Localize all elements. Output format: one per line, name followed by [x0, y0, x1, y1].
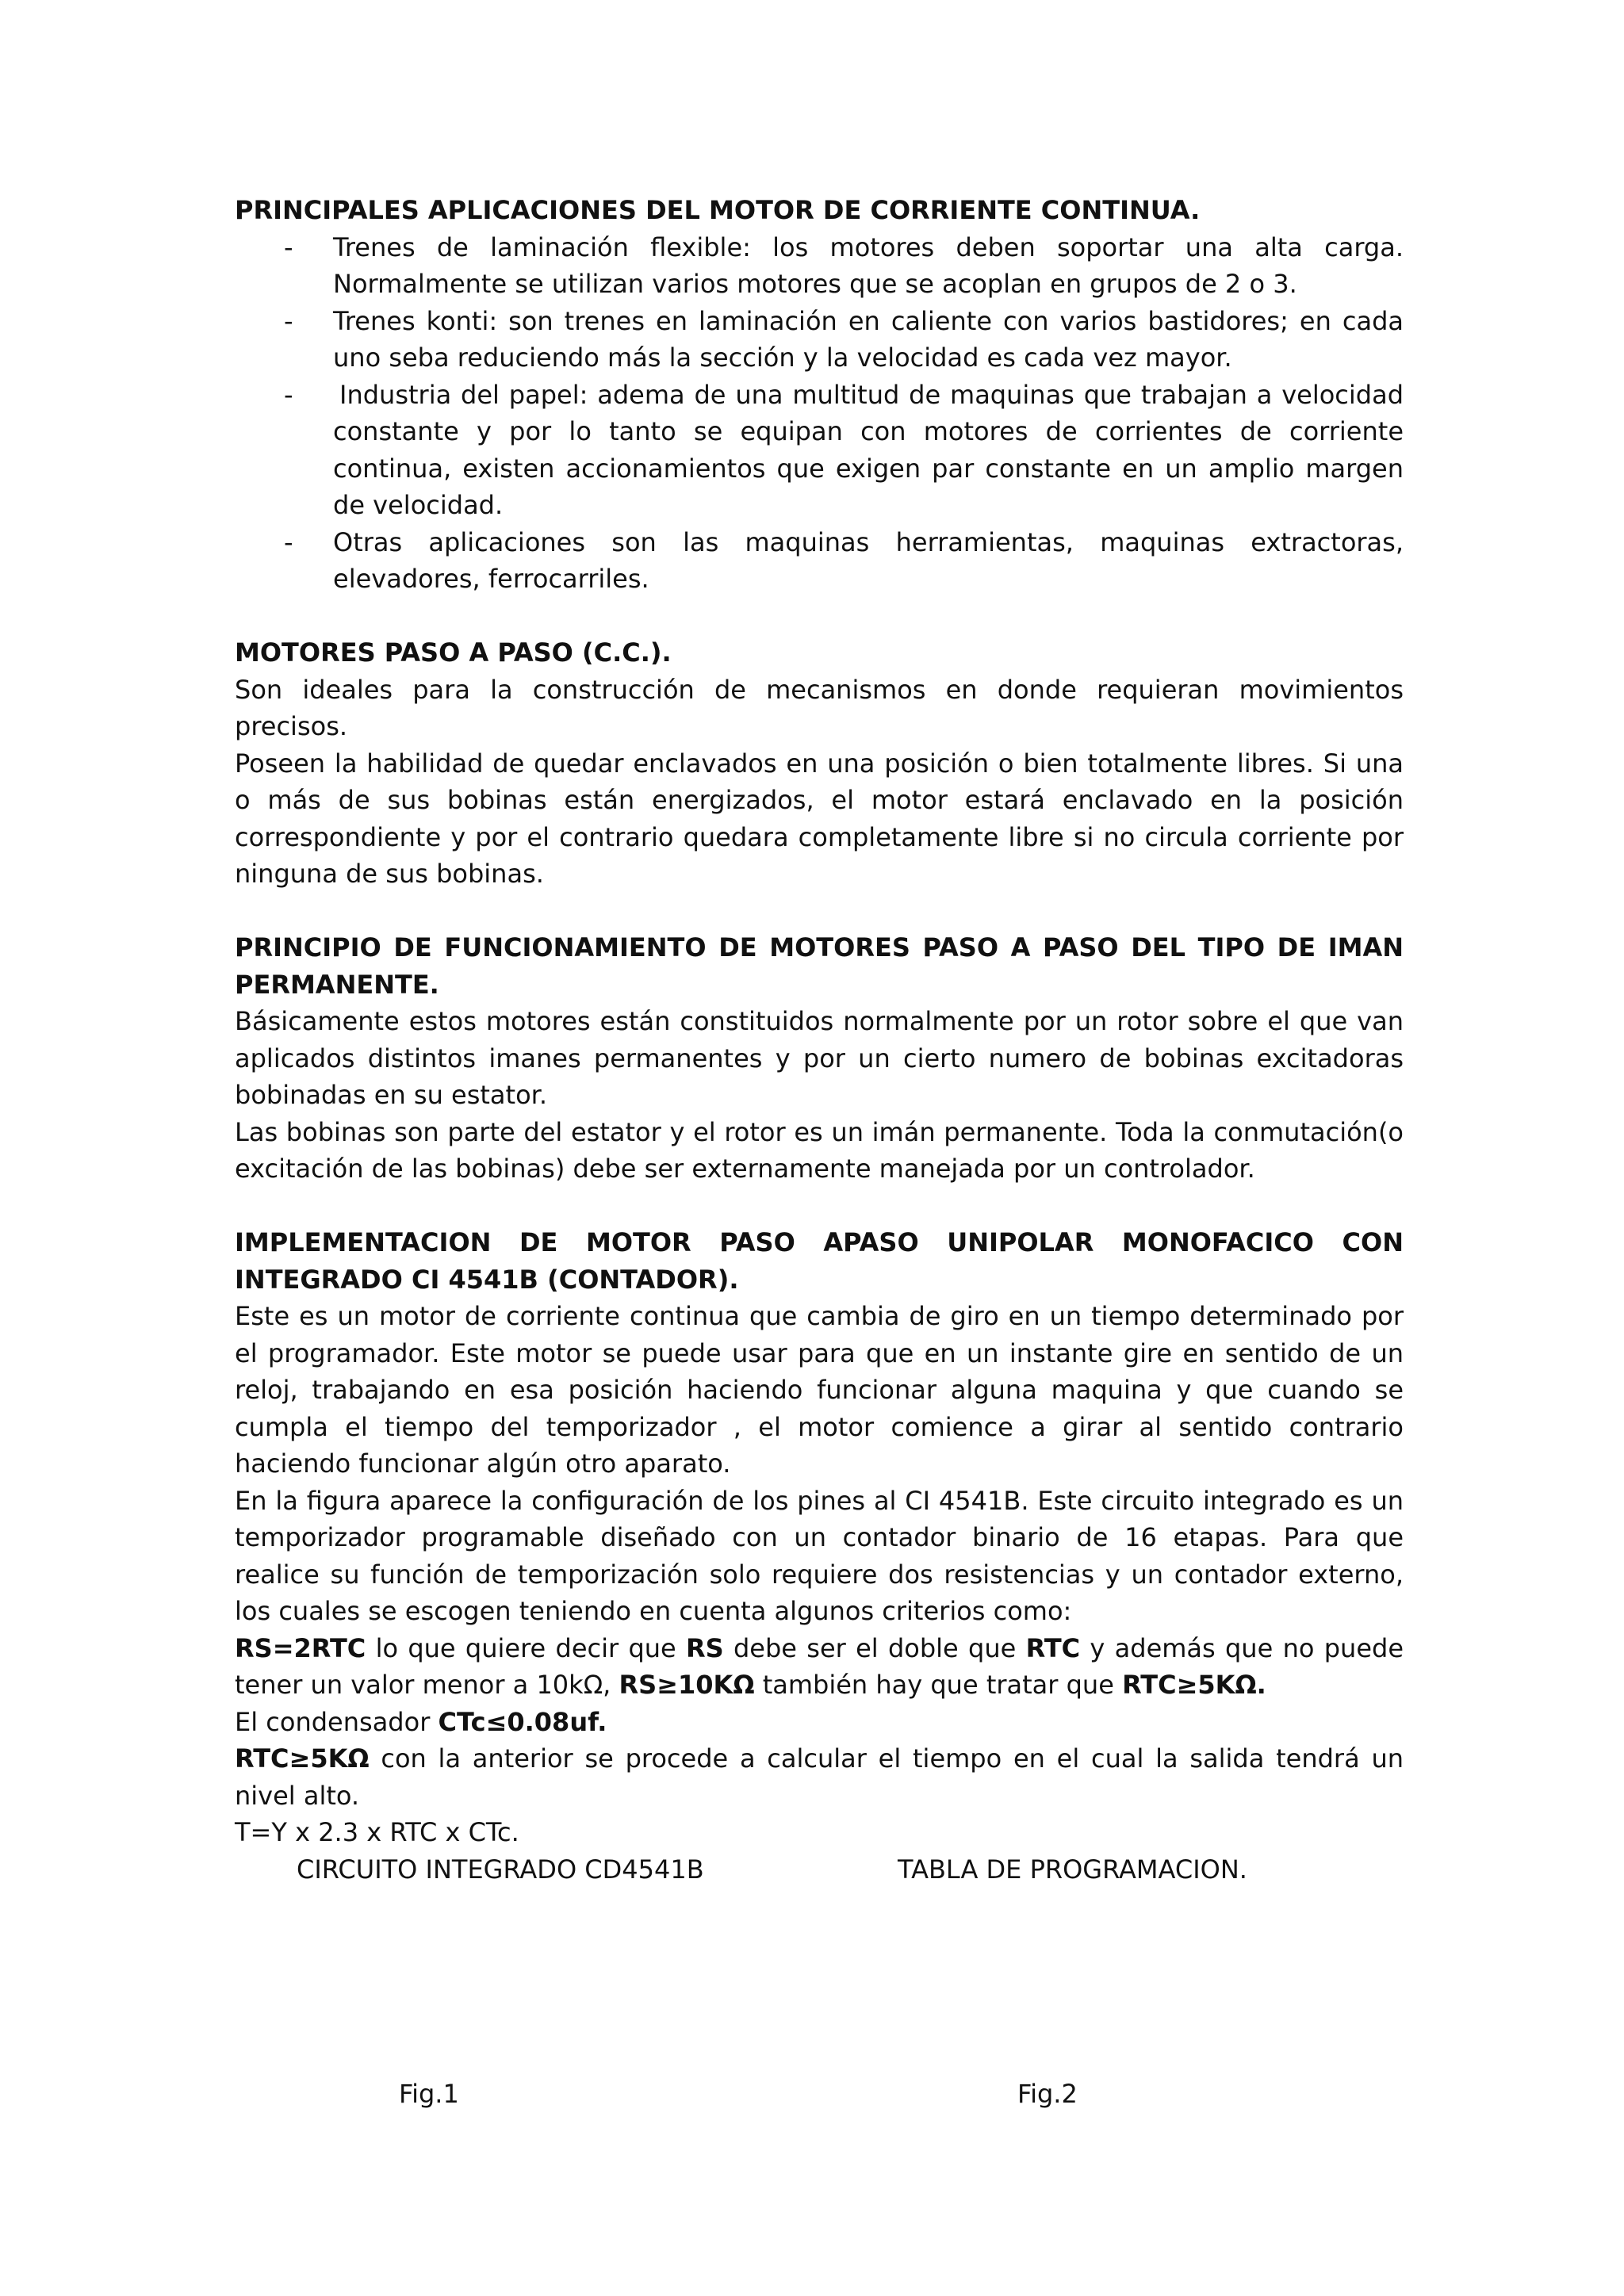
bold-term: RTC≥5KΩ.	[1122, 1670, 1266, 1700]
paragraph: Poseen la habilidad de quedar enclavados en una posición o bien totalmente libres. Si una o más de sus bobinas están energizados, el motor estará enclavado en la posición correspondiente y por el contrario quedara completamente libre si no circula corriente por ninguna de sus bobinas.	[235, 748, 1404, 889]
document-body	[235, 192, 1404, 1888]
bullet-dash: -	[284, 379, 293, 410]
figure-label-1: Fig.1	[399, 2079, 459, 2109]
inline-text: con la anterior se procede a calcular el tiempo en el cual la salida tendrá un nivel alto.	[235, 1743, 1404, 1811]
paragraph-spacer	[235, 1188, 1404, 1225]
capacitor-paragraph	[235, 1704, 1404, 1741]
inline-text: lo que quiere decir que	[366, 1632, 687, 1663]
bold-term: RTC	[1025, 1632, 1081, 1663]
applications-list	[235, 229, 1404, 598]
paragraph: Son ideales para la construcción de mecanismos en donde requieran movimientos precisos.	[235, 674, 1404, 741]
section-heading-permanent-magnet-principle: PRINCIPIO DE FUNCIONAMIENTO DE MOTORES PASO A PASO DEL TIPO DE IMAN PERMANENTE.	[235, 932, 1404, 1000]
section-heading-implementation: IMPLEMENTACION DE MOTOR PASO APASO UNIPOLAR MONOFACICO CON INTEGRADO CI 4541B (CONTADOR).	[235, 1227, 1404, 1295]
paragraph: En la figura aparece la configuración de los pines al CI 4541B. Este circuito integrado es un temporizador programable diseñado con un contador binario de 16 etapas. Para que realice su función de temporización solo requiere dos resistencias y un contador externo, los cuales se escogen teniendo en cuenta algunos criterios como:	[235, 1485, 1404, 1626]
list-item	[235, 229, 1404, 303]
bullet-dash: -	[284, 526, 293, 557]
list-item-text: Industria del papel: adema de una multitud de maquinas que trabajan a velocidad constante y por lo tanto se equipan con motores de corrientes de corriente continua, existen accionamientos que exigen par constante en un amplio margen de velocidad.	[333, 379, 1404, 520]
list-item-text: Trenes de laminación flexible: los motores deben soportar una alta carga. Normalmente se utilizan varios motores que se acoplan en grupos de 2 o 3.	[333, 232, 1404, 299]
inline-text: debe ser el doble que	[723, 1632, 1026, 1663]
paragraph: Básicamente estos motores están constituidos normalmente por un rotor sobre el que van aplicados distintos imanes permanentes y por un cierto numero de bobinas excitadoras bobinadas en su estator.	[235, 1006, 1404, 1110]
paragraph-spacer	[235, 893, 1404, 930]
section-heading-dc-motor-applications: PRINCIPALES APLICACIONES DEL MOTOR DE CORRIENTE CONTINUA.	[235, 195, 1201, 225]
bold-term: RS=2RTC	[235, 1632, 366, 1663]
formula: T=Y x 2.3 x RTC x CTc.	[235, 1817, 519, 1847]
paragraph: Este es un motor de corriente continua que cambia de giro en un tiempo determinado por el programador. Este motor se puede usar para que en un instante gire en sentido de un reloj, trabajando en esa posición haciendo funcionar alguna maquina y que cuando se cumpla el tiempo del temporizador , el motor comience a girar al sentido contrario haciendo funcionar algún otro aparato.	[235, 1301, 1404, 1479]
bold-term: RTC≥5KΩ	[235, 1743, 370, 1774]
list-item	[235, 303, 1404, 377]
figure-captions-row	[235, 1851, 1404, 1888]
list-item-text: Otras aplicaciones son las maquinas herramientas, maquinas extractoras, elevadores, ferrocarriles.	[333, 526, 1404, 594]
paragraph: Las bobinas son parte del estator y el rotor es un imán permanente. Toda la conmutación(o excitación de las bobinas) debe ser externamente manejada por un controlador.	[235, 1116, 1404, 1184]
bold-term: CTc≤0.08uf.	[438, 1706, 607, 1737]
caption-integrated-circuit: CIRCUITO INTEGRADO CD4541B	[297, 1854, 704, 1885]
inline-text: también hay que tratar que	[754, 1670, 1123, 1700]
paragraph-spacer	[235, 598, 1404, 635]
section-heading-stepper-motors: MOTORES PASO A PASO (C.C.).	[235, 637, 672, 668]
inline-text: El condensador	[235, 1706, 439, 1737]
list-item-text: Trenes konti: son trenes en laminación en caliente con varios bastidores; en cada uno seba reduciendo más la sección y la velocidad es cada vez mayor.	[333, 305, 1404, 373]
list-item	[235, 377, 1404, 524]
figure-label-2: Fig.2	[1017, 2079, 1078, 2109]
criteria-paragraph	[235, 1630, 1404, 1704]
caption-programming-table: TABLA DE PROGRAMACION.	[898, 1854, 1247, 1885]
inline-text: y además que no puede tener un valor menor a 10kΩ,	[235, 1632, 1404, 1700]
rtc-paragraph	[235, 1740, 1404, 1814]
list-item	[235, 524, 1404, 598]
bold-term: RS≥10KΩ	[619, 1670, 755, 1700]
bullet-dash: -	[284, 305, 293, 336]
bold-term: RS	[686, 1632, 724, 1663]
bullet-dash: -	[284, 232, 293, 262]
